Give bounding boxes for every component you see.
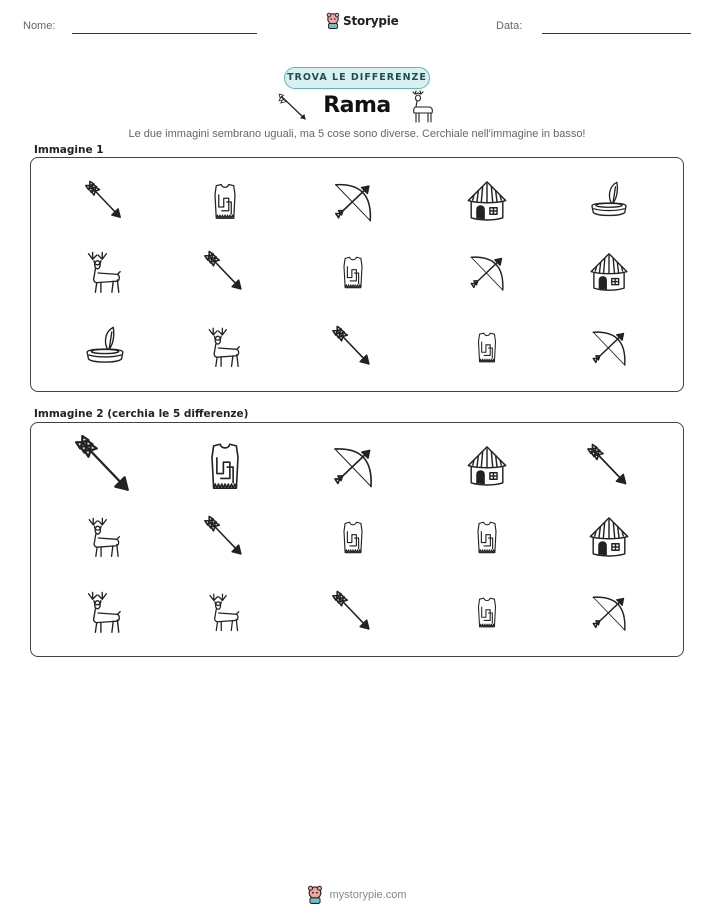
arrow-icon xyxy=(329,325,377,371)
vest-icon[interactable] xyxy=(199,438,251,496)
arrow-icon xyxy=(80,180,130,224)
date-label: Data: xyxy=(496,20,523,32)
page-title: Rama xyxy=(323,93,391,118)
bow-icon[interactable] xyxy=(588,590,630,636)
vest-icon[interactable] xyxy=(470,592,504,634)
bow-icon xyxy=(588,325,630,371)
arrow-icon[interactable] xyxy=(70,434,140,500)
arrow-icon[interactable] xyxy=(329,590,377,636)
image2-label: Immagine 2 (cerchia le 5 differenze) xyxy=(34,408,249,420)
worksheet-type-badge: TROVA LE DIFFERENZE xyxy=(284,67,430,89)
footer-url: mystorypie.com xyxy=(329,889,407,901)
crown-icon xyxy=(587,181,631,223)
date-line[interactable] xyxy=(542,33,691,34)
logo-text: Storypie xyxy=(343,14,399,28)
title-deer-icon xyxy=(406,90,436,124)
image2-panel[interactable] xyxy=(30,422,684,657)
image1-panel xyxy=(30,157,684,392)
arrow-icon xyxy=(201,250,249,296)
hut-icon xyxy=(463,179,511,225)
bow-icon[interactable] xyxy=(329,443,377,491)
hut-icon[interactable] xyxy=(585,515,633,561)
hut-icon xyxy=(586,251,632,295)
image1-label: Immagine 1 xyxy=(34,144,104,156)
deer-icon xyxy=(83,248,127,298)
storypie-logo xyxy=(326,13,399,29)
instructions-text: Le due immagini sembrano uguali, ma 5 cose sono diverse. Cerchiale nell'immagine in basso! xyxy=(128,128,586,140)
crown-icon xyxy=(83,324,127,372)
name-line[interactable] xyxy=(72,33,257,34)
name-label: Nome: xyxy=(23,20,56,32)
footer-mascot-icon xyxy=(307,886,323,904)
vest-icon[interactable] xyxy=(335,518,371,558)
deer-icon xyxy=(204,323,246,373)
vest-icon xyxy=(335,254,371,292)
vest-icon xyxy=(205,181,245,223)
deer-icon[interactable] xyxy=(83,589,127,637)
storypie-mascot-icon xyxy=(326,13,340,29)
vest-icon[interactable] xyxy=(469,518,505,558)
arrow-icon[interactable] xyxy=(585,443,633,491)
footer xyxy=(0,886,714,904)
vest-icon xyxy=(470,327,504,369)
deer-icon[interactable] xyxy=(84,515,126,561)
hut-icon[interactable] xyxy=(464,443,510,491)
bow-icon xyxy=(466,249,508,297)
bow-icon xyxy=(330,178,376,226)
deer-icon[interactable] xyxy=(205,589,245,637)
arrow-icon[interactable] xyxy=(201,515,249,561)
